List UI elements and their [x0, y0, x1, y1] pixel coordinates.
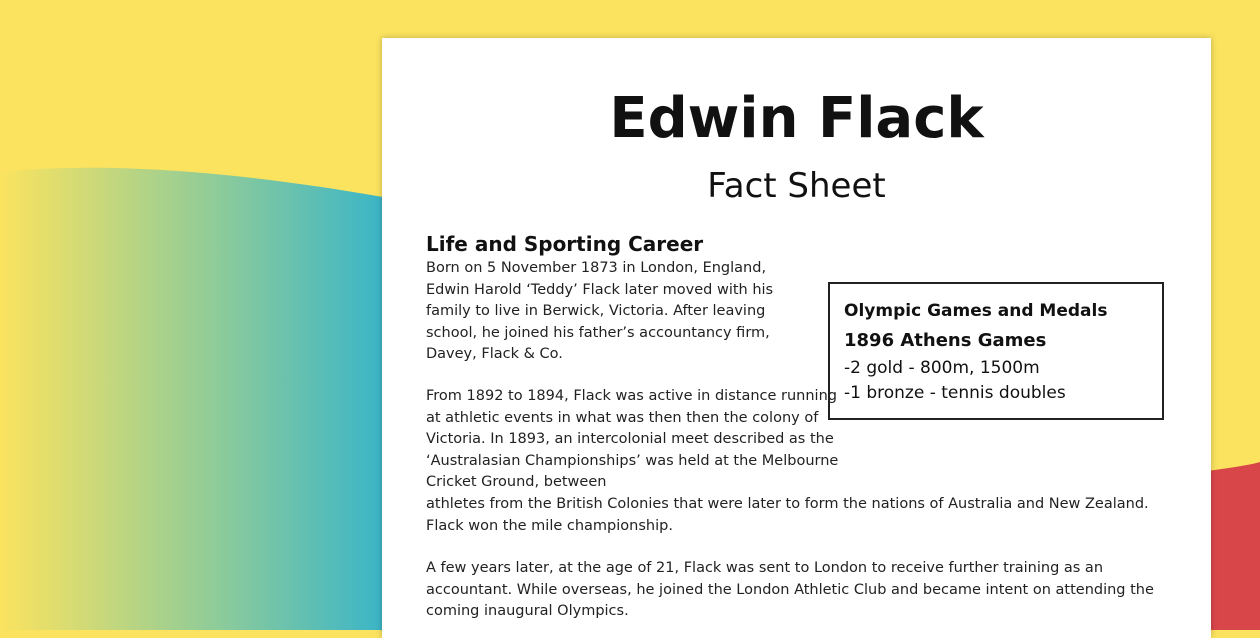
paragraph-running-career-continued: athletes from the British Colonies that were later to form the nations of Australia and New Zealand. Flack won the mile championship.	[426, 496, 1149, 534]
teal-wave-shape	[0, 168, 400, 630]
page-title: Edwin Flack	[609, 86, 984, 151]
page-subtitle: Fact Sheet	[707, 166, 886, 206]
paragraph-running-career: From 1892 to 1894, Flack was active in distance running at athletic events in what was then then the colony of Victoria. In 1893, an intercolonial meet described as the ‘Australasian Championships’ was held at the Melbourne Cricket Ground, between	[426, 388, 839, 490]
paragraph-early-life: Born on 5 November 1873 in London, England, Edwin Harold ‘Teddy’ Flack later moved with his family to live in Berwick, Victoria. After leaving school, he joined his father’s accountancy firm, Davey, Flack & Co.	[426, 260, 774, 362]
medals-box-title: Olympic Games and Medals	[844, 301, 1108, 321]
medals-bronze-line: -1 bronze - tennis doubles	[844, 383, 1066, 403]
paragraph-london: A few years later, at the age of 21, Flack was sent to London to receive further training as an accountant. While overseas, he joined the London Athletic Club and became intent on attending the coming inaugural Olympics.	[426, 560, 1154, 619]
medals-gold-line: -2 gold - 800m, 1500m	[844, 358, 1040, 378]
medals-box	[828, 282, 1164, 420]
fact-sheet-page	[382, 38, 1211, 638]
medals-box-games: 1896 Athens Games	[844, 330, 1047, 351]
section-heading: Life and Sporting Career	[426, 232, 704, 256]
